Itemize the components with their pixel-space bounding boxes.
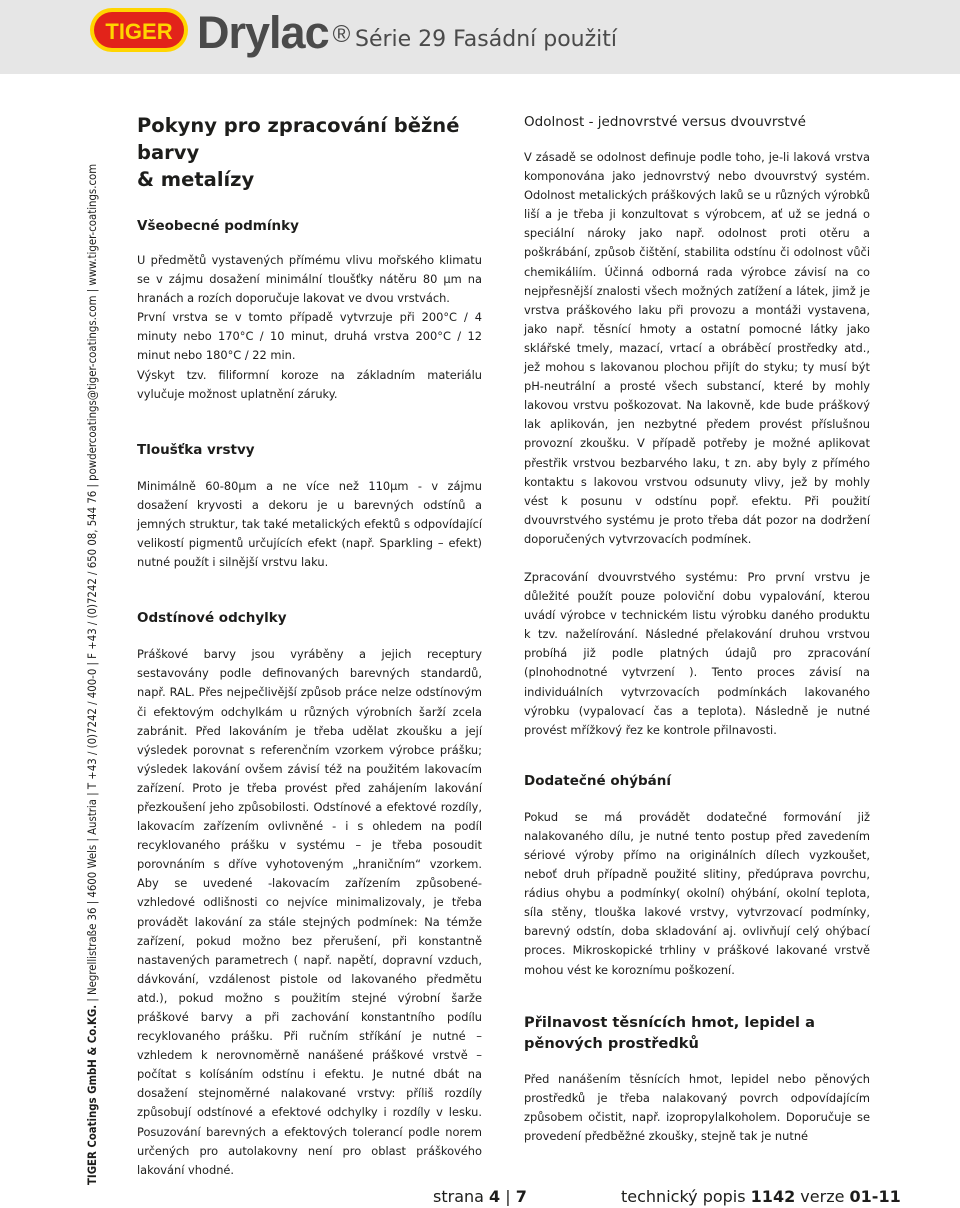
bending-heading: Dodatečné ohýbání	[524, 772, 672, 789]
document-label: technický popis	[621, 1187, 746, 1206]
general-conditions-heading: Všeobecné podmínky	[137, 218, 299, 234]
adhesion-heading: Přilnavost těsnících hmot, lepidel a pěnových prostředků	[524, 1013, 815, 1052]
registered-mark: ®	[332, 21, 350, 48]
shade-deviation-paragraph: Práškové barvy jsou vyráběny a jejich receptury sestavovány podle definovaných barevných standardů, např. RAL. Přes nejpečlivější způsob práce nelze odstínovým či efektovým odchylkám u různých výrobních šarží zcela zabránit. Před lakováním je třeba udělat zkoušku a její výsledek porovnat s referenčním vzorkem výrobce prášku; výsledek lakování ovšem závisí též na použitém lakovacím zařízení. Proto je třeba provést před zahájením lakování přezkoušení jeho způsobilosti. Odstínové a efektové rozdíly, lakovacím zařízením ovlivněné - i s ohledem na podíl recyklovaného prášku v systému – je třeba posoudit porovnáním s dříve vyhotoveným „hraničním“ vzorkem. Aby se uvedené -lakovacím zařízením způsobené- vzhledové odlišnosti co nejvíce minimalizovaly, je třeba provádět lakování za stále stejných podmínek: Na témže zařízení, pokud možno bez přerušení, při konstantně nastavených parametrech ( např. napětí, dopravní vzduch, dávkování, vzdálenost pistole od lakovaného předmětu atd.), pokud možno s použitím stejné výrobní šarže práškové barvy a při zachování konstantního podílu recyklovaného prášku. Při ručním stříkání je nutné – vzhledem k nerovnoměrně nanášené práškové vrstvě – počítat s kolísáním odstínu i efektu. Je nutné dbát na dosažení stejnoměrné nalakované vrstvy: příliš rozdíly způsobují odstínové a efektové odchylky i rozdíly v lesku. Posuzování barevných a efektových tolerancí podle norem určených pro autolakovny není pro oblast práškového lakování vhodné.	[137, 647, 482, 1177]
general-conditions-paragraph-2: První vrstva se v tomto případě vytvrzuje při 200°C / 4 minuty nebo 170°C / 10 minut, druhá vrstva 200°C / 12 minut nebo 180°C / 22 min.	[137, 310, 482, 363]
adhesion-paragraph: Před nanášením těsnících hmot, lepidel nebo pěnových prostředků je třeba nalakovaný povrch odpovídajícím způsobem očistit, např. izopropylalkoholem. Doporučuje se provedení předběžné zkoušky, stejně tak je nutné	[524, 1071, 870, 1143]
right-column	[524, 108, 870, 1146]
page-label: strana	[433, 1187, 484, 1206]
page-title	[137, 112, 482, 193]
logo-text: TIGER	[105, 19, 173, 44]
version-label: verze	[800, 1187, 845, 1206]
header-band	[0, 0, 960, 74]
brand-name	[197, 8, 349, 58]
page-indicator	[433, 1186, 527, 1208]
brand-text: Drylac	[197, 7, 329, 58]
resistance-heading: Odolnost - jednovrstvé versus dvouvrstvé	[524, 114, 806, 130]
left-column	[137, 108, 482, 1180]
shade-deviation-heading: Odstínové odchylky	[137, 610, 287, 627]
general-conditions-paragraph-1: U předmětů vystavených přímému vlivu mořského klimatu se v zájmu dosažení minimální tloušťky nátěru 80 µm na hranách a rozích doporučuje lakovat ve dvou vrstvách.	[137, 253, 482, 306]
company-name: TIGER Coatings GmbH & Co.KG.	[86, 1004, 99, 1185]
company-contact-vertical	[86, 125, 100, 1185]
document-indicator	[621, 1186, 901, 1208]
version-number: 01-11	[849, 1187, 901, 1206]
page-title-line-2: & metalízy	[137, 168, 255, 191]
resistance-paragraph-2: Zpracování dvouvrstvého systému: Pro první vrstvu je důležité použít pouze poloviční dobu vypalování, kterou uvádí výrobce v technickém listu výrobku daného produktu k tzv. naželírování. Následné přelakování druhou vrstvou probíhá již podle platných údajů pro zpracování (plnohodnotné vytvrzení ). Tento proces závisí na individuálních vytvrzovacích podmínkách lakovaného výrobku (vypalovací čas a teplota). Následně je nutné provést mřížkový řez ke kontrole přilnavosti.	[524, 569, 870, 737]
page-title-line-1: Pokyny pro zpracování běžné barvy	[137, 114, 460, 164]
document-number: 1142	[750, 1187, 796, 1206]
page-separator: |	[505, 1187, 511, 1206]
thickness-paragraph: Minimálně 60-80µm a ne více než 110µm - v zájmu dosažení kryvosti a dekoru je u barevných odstínů a jemných struktur, tak také metalických efektů s odpovídající velikostí pigmentů určujících efekt (např. Sparkling – efekt) nutné použít i silnější vrstvu laku.	[137, 478, 482, 570]
resistance-paragraph-1: V zásadě se odolnost definuje podle toho, je-li laková vrstva komponována jako jednovrstvý nebo dvouvrstvý systém. Odolnost metalických práškových laků se u různých výrobků liší a je třeba ji konzultovat s výrobcem, ať už se jedná o speciální nároky jako např. odolnost proti otěru a poškrábání, způsob čištění, stabilita odstínu či odolnost vůči chemikáliím. Účinná odborná rada výrobce závisí na co nejpřesnější znalosti všech možných zatížení a látek, jimž je vrstva práškového laku při provozu a montáži vystavena, jako např. těsnící hmoty a ostatní pomocné látky jako sklářské tmely, mazací, vrtací a obráběcí prostředky atd., jež mohou s lakovanou plochou přijít do styku; ty musí být pH-neutrální a prosté všech substancí, které by mohly lakovou vrstvu poškozovat. Na lakovně, kde bude práškový lak aplikován, jen nezbytné předem provést příslušnou provozní zkoušku. V případě potřeby je možné aplikovat přestřik vrstvou bezbarvého laku, t zn. aby byly z přímého kontaktu s lakovou vrstvou odsunuty vlivy, jež by mohly vést k posunu v odstínu popř. efektu. Při použití dvouvrstvého systému je proto třeba dát pozor na dodržení doporučených vytvrzovacích podmínek.	[524, 150, 870, 546]
company-address: | Negrellistraße 36 | 4600 Wels | Austria | T +43 / (0)7242 / 400-0 | F +43 / (0)7242 / 650 08, 544 76 | powdercoatings@tiger-coatings.com | www.tiger-coatings.com	[86, 163, 99, 1005]
page-total: 7	[515, 1187, 527, 1206]
tiger-logo	[89, 7, 189, 53]
bending-paragraph: Pokud se má provádět dodatečné formování již nalakovaného dílu, je nutné tento postup před zavedením sériové výroby přímo na originálních dílech vyzkoušet, neboť druh případně použité slitiny, předúprava povrchu, rádius ohybu a podmínky( okolní) ohýbání, okolní teplota, síla stěny, tlouška lakové vrstvy, vytvrzovací podmínky, barevný odstín, doba skladování aj. ovlivňují celý ohýbací proces. Mikroskopické trhliny v práškové lakované vrstvě mohou vést ke koroznímu poškození.	[524, 809, 870, 977]
thickness-heading: Tloušťka vrstvy	[137, 441, 255, 458]
general-conditions-paragraph-3: Výskyt tzv. filiformní koroze na základním materiálu vylučuje možnost uplatnění záruky.	[137, 367, 482, 401]
series-title: Série 29 Fasádní použití	[355, 27, 618, 52]
page-number: 4	[489, 1187, 501, 1206]
